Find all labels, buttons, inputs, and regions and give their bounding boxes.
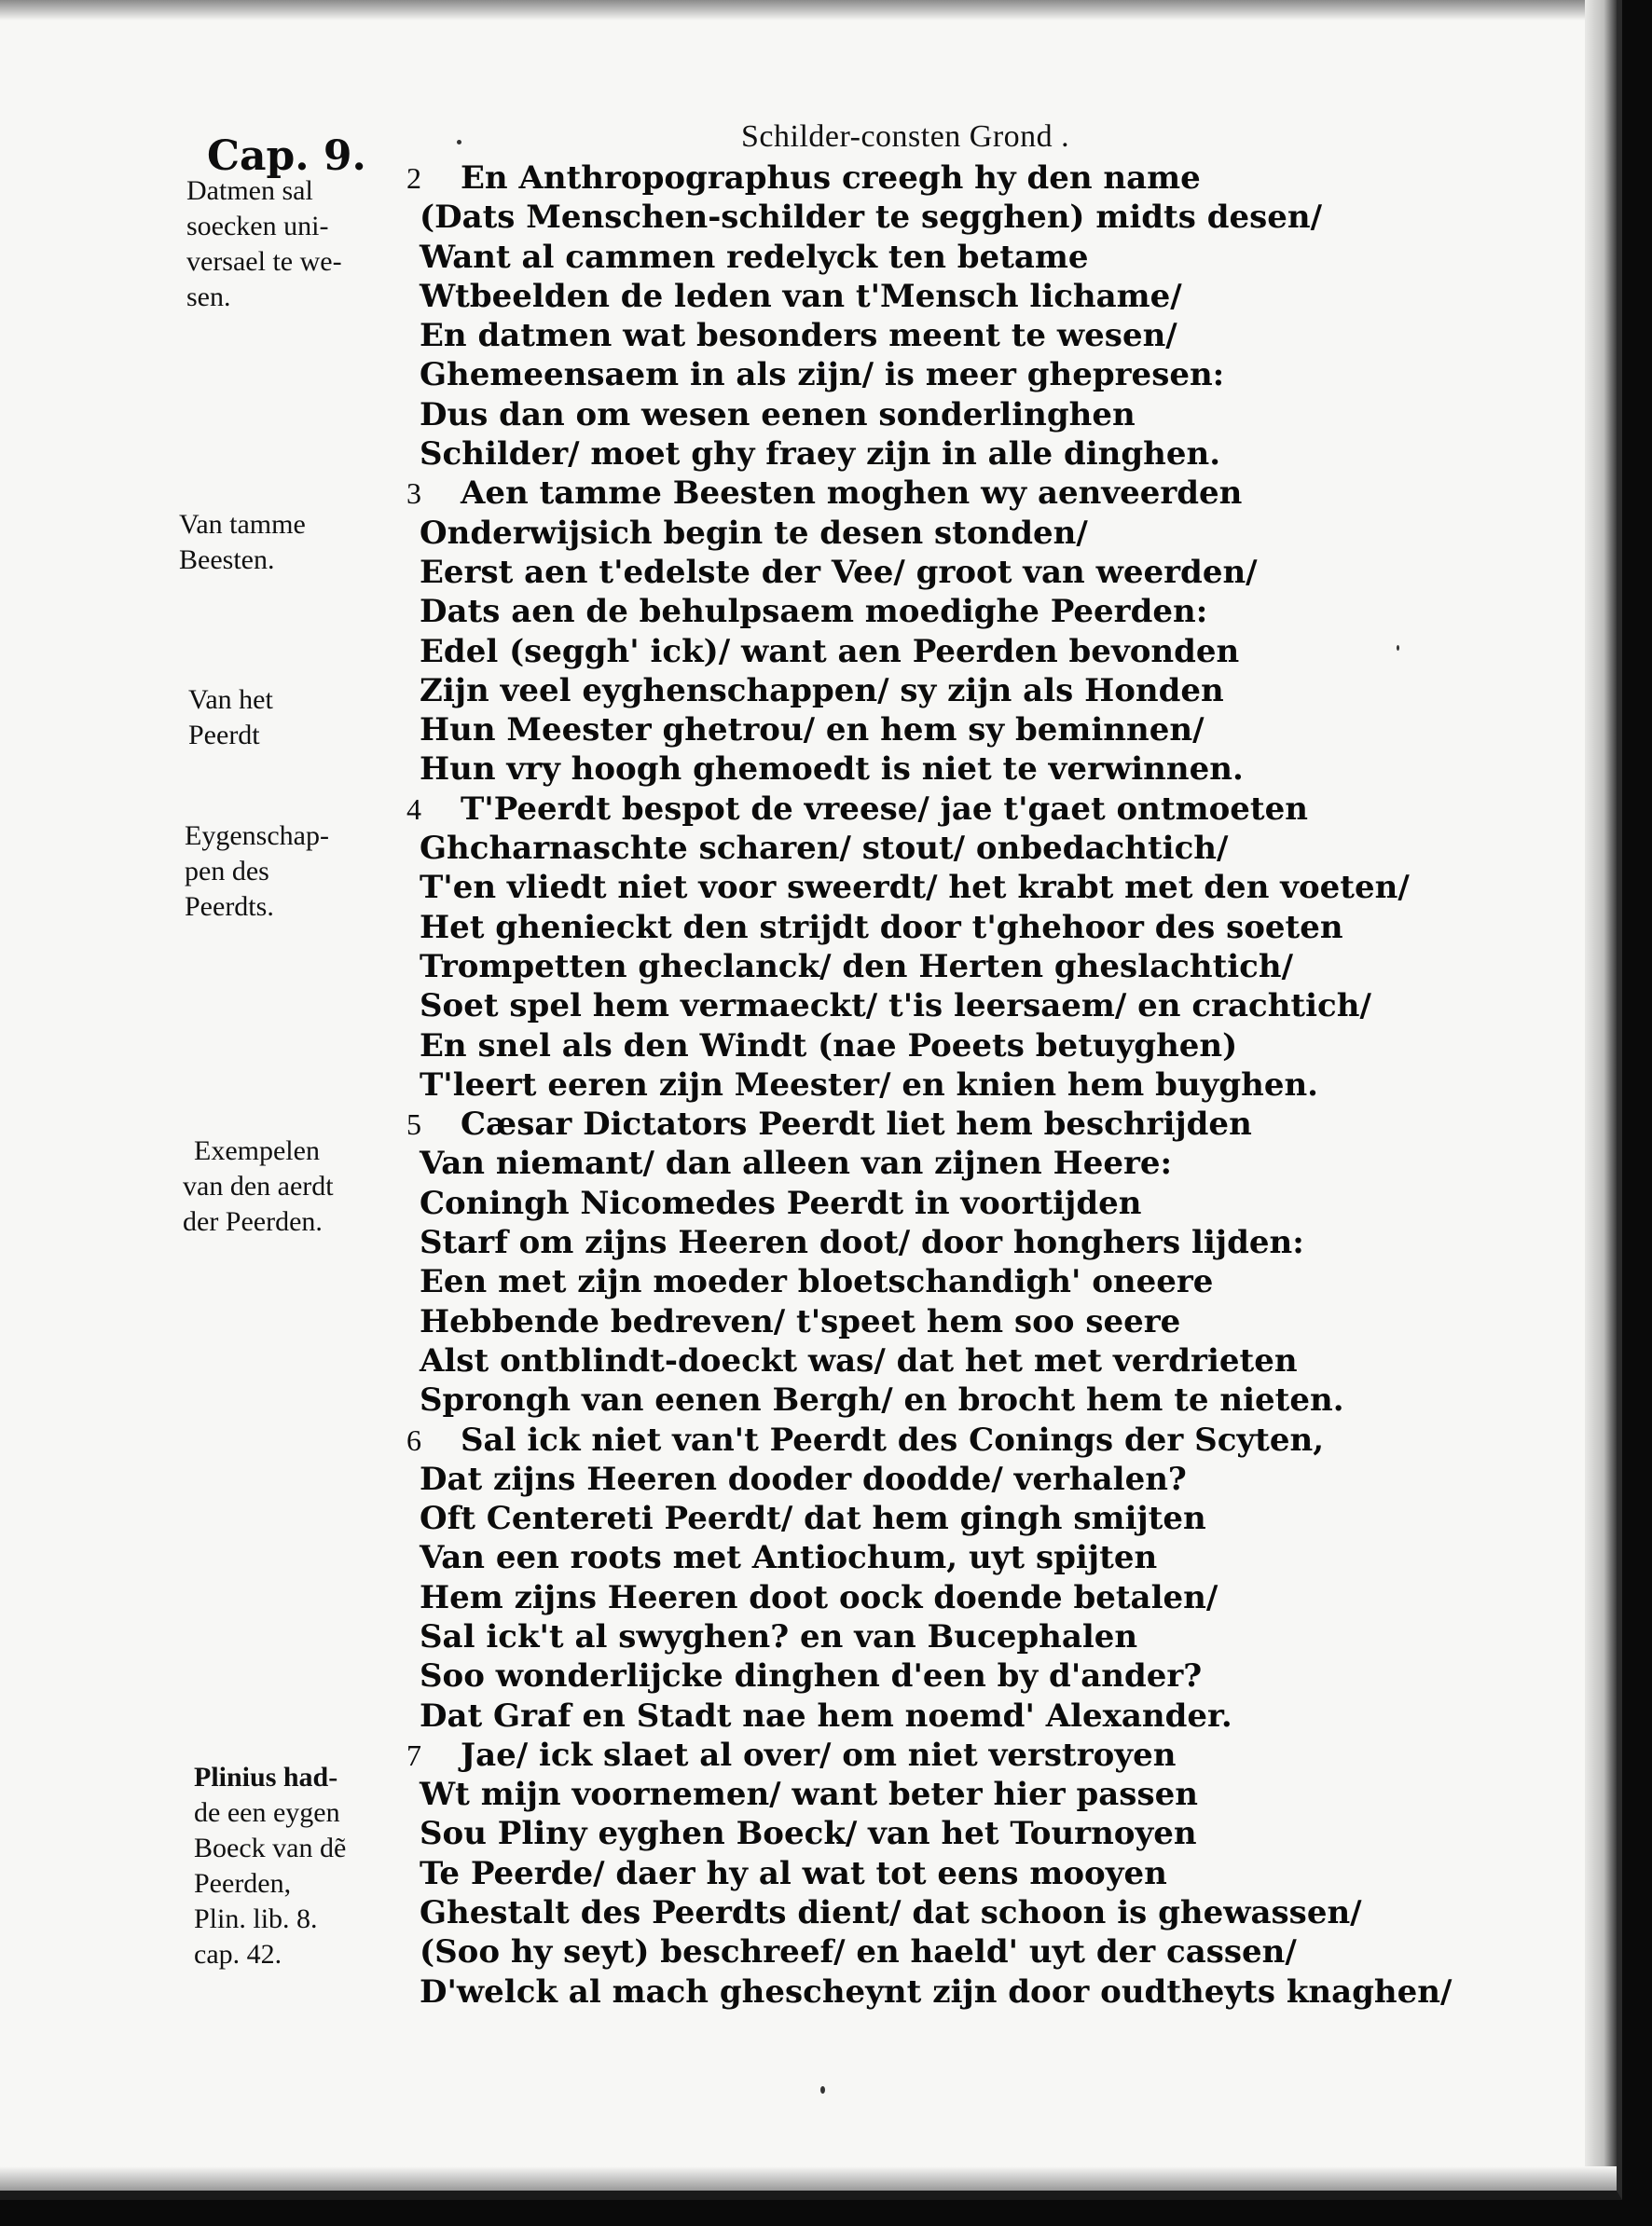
margin-note-line: Peerden, xyxy=(194,1868,292,1899)
verse-line xyxy=(406,1499,1460,1538)
stanza-number: 7 xyxy=(406,1738,421,1772)
margin-note xyxy=(194,1760,346,1972)
verse-line xyxy=(406,829,1460,868)
verse-line xyxy=(406,1538,1460,1577)
margin-note-line: cap. 42. xyxy=(194,1939,282,1970)
ink-speck xyxy=(457,140,461,144)
verse-line xyxy=(406,553,1460,592)
verse-line xyxy=(406,1341,1460,1381)
verse-line xyxy=(406,1223,1460,1262)
verse-line xyxy=(406,1854,1460,1893)
verse-line-text: Eerst aen t'edelste der Vee/ groot van weerden/ xyxy=(420,553,1258,591)
verse-line-text: T'leert eeren zijn Meester/ en knien hem buyghen. xyxy=(420,1065,1319,1104)
chapter-heading: Cap. 9. xyxy=(207,132,366,180)
stanza-number: 5 xyxy=(406,1107,421,1142)
margin-note xyxy=(186,173,342,315)
verse-line xyxy=(406,238,1460,277)
stanza-number: 3 xyxy=(406,476,421,511)
verse-line-text: Wt mijn voornemen/ want beter hier passen xyxy=(420,1776,1198,1814)
verse-line-text: Soo wonderlijcke dinghen d'een by d'ander? xyxy=(420,1657,1203,1696)
verse-line xyxy=(406,1026,1460,1065)
verse-line xyxy=(406,1302,1460,1341)
verse-line-text: Jae/ ick slaet al over/ om niet verstroyen xyxy=(461,1736,1177,1774)
margin-note-line: Peerdt xyxy=(188,720,260,750)
verse-line-text: Ghemeensaem in als zijn/ is meer ghepresen: xyxy=(420,356,1225,394)
verse-line-text: Van niemant/ dan alleen van zijnen Heere: xyxy=(420,1145,1173,1183)
verse-line-text: Dus dan om wesen eenen sonderlinghen xyxy=(420,395,1136,433)
verse-line-text: D'welck al mach ghescheynt zijn door oudtheyts knaghen/ xyxy=(420,1972,1452,2011)
verse-line-text: (Soo hy seyt) beschreef/ en haeld' uyt der cassen/ xyxy=(420,1933,1297,1972)
verse-line xyxy=(406,1972,1460,2012)
verse-line xyxy=(406,1460,1460,1499)
verse-line xyxy=(406,1932,1460,1972)
margin-note-line: Van tamme xyxy=(179,509,306,540)
margin-note-line: Peerdts. xyxy=(185,891,274,922)
margin-note xyxy=(183,1134,334,1240)
verse-line xyxy=(406,434,1460,474)
verse-line xyxy=(406,316,1460,355)
verse-line-text: Hun Meester ghetrou/ en hem sy beminnen/ xyxy=(420,711,1205,749)
verse-line xyxy=(406,1736,1460,1775)
stanza-number: 2 xyxy=(406,161,421,195)
verse-line-text: Een met zijn moeder bloetschandigh' oneere xyxy=(420,1263,1214,1301)
margin-note-line: Exempelen xyxy=(194,1135,320,1166)
margin-note xyxy=(188,682,273,753)
verse-line-text: T'Peerdt bespot de vreese/ jae t'gaet ontmoeten xyxy=(461,790,1308,828)
verse-line xyxy=(406,1184,1460,1223)
verse-line-text: Sprongh van eenen Bergh/ en brocht hem te nieten. xyxy=(420,1381,1344,1420)
verse-line xyxy=(406,355,1460,394)
verse-line xyxy=(406,1697,1460,1736)
verse-line-text: Alst ontblindt-doeckt was/ dat het met verdrieten xyxy=(420,1341,1298,1380)
verse-line xyxy=(406,1262,1460,1301)
verse-line-text: En datmen wat besonders meent te wesen/ xyxy=(420,317,1177,355)
verse-line-text: Wtbeelden de leden van t'Mensch lichame/ xyxy=(420,277,1182,315)
verse-line-text: Schilder/ moet ghy fraey zijn in alle dinghen. xyxy=(420,435,1221,474)
margin-note-line: van den aerdt xyxy=(183,1171,334,1202)
margin-note-line: Eygenschap- xyxy=(185,820,329,851)
margin-note-line: Datmen sal xyxy=(186,175,313,206)
verse-line-text: Zijn veel eyghenschappen/ sy zijn als Honden xyxy=(420,671,1224,709)
verse-line-text: T'en vliedt niet voor sweerdt/ het krabt met den voeten/ xyxy=(420,869,1410,907)
verse-line xyxy=(406,1578,1460,1617)
verse-line-text: En Anthropographus creegh hy den name xyxy=(461,159,1201,197)
margin-note-line: de een eygen xyxy=(194,1797,340,1828)
verse-line-text: Cæsar Dictators Peerdt liet hem beschrijden xyxy=(461,1106,1252,1144)
verse-line-text: Hebbende bedreven/ t'speet hem soo seere xyxy=(420,1302,1181,1340)
verse-line-text: Sal ick't al swyghen? en van Bucephalen xyxy=(420,1617,1138,1656)
main-verse-text xyxy=(406,158,1460,2012)
verse-line-text: Te Peerde/ daer hy al wat tot eens mooyen xyxy=(420,1854,1167,1892)
margin-note xyxy=(185,818,329,925)
verse-line xyxy=(406,1105,1460,1144)
verse-line-text: Ghestalt des Peerdts dient/ dat schoon is ghewassen/ xyxy=(420,1894,1362,1932)
margin-note-line: Plin. lib. 8. xyxy=(194,1903,318,1934)
verse-line xyxy=(406,1893,1460,1932)
verse-line-text: Hem zijns Heeren doot oock doende betalen/ xyxy=(420,1578,1218,1616)
verse-line-text: Aen tamme Beesten moghen wy aenveerden xyxy=(461,474,1243,513)
margin-note-line: Boeck van dẽ xyxy=(194,1833,347,1863)
verse-line xyxy=(406,1814,1460,1853)
margin-note xyxy=(179,507,306,578)
verse-line-text: Sal ick niet van't Peerdt des Conings der Scyten, xyxy=(461,1421,1325,1459)
verse-line-text: Het ghenieckt den strijdt door t'ghehoor des soeten xyxy=(420,908,1343,946)
margin-note-line: versael te we- xyxy=(186,246,342,277)
ink-speck xyxy=(1397,645,1399,651)
verse-line xyxy=(406,1065,1460,1105)
verse-line xyxy=(406,632,1460,671)
stanza-number: 6 xyxy=(406,1422,421,1457)
verse-line xyxy=(406,1421,1460,1460)
ink-speck xyxy=(820,2086,825,2094)
verse-line xyxy=(406,671,1460,710)
verse-line xyxy=(406,592,1460,631)
verse-line xyxy=(406,986,1460,1025)
margin-note-line: soecken uni- xyxy=(186,211,329,241)
verse-line-text: Hun vry hoogh ghemoedt is niet te verwinnen. xyxy=(420,750,1244,789)
verse-line xyxy=(406,947,1460,986)
verse-line-text: Coningh Nicomedes Peerdt in voortijden xyxy=(420,1184,1142,1222)
margin-note-line: pen des xyxy=(185,856,269,886)
page-bottom-edge xyxy=(0,2166,1617,2191)
verse-line xyxy=(406,395,1460,434)
verse-line xyxy=(406,158,1460,198)
verse-line-text: Want al cammen redelyck ten betame xyxy=(420,238,1089,276)
verse-line xyxy=(406,1656,1460,1696)
verse-line-text: Dat Graf en Stadt nae hem noemd' Alexander. xyxy=(420,1697,1232,1735)
margin-note-line: der Peerden. xyxy=(183,1206,323,1237)
verse-line-text: Soet spel hem vermaeckt/ t'is leersaem/ en crachtich/ xyxy=(420,987,1371,1025)
verse-line-text: Dats aen de behulpsaem moedighe Peerden: xyxy=(420,593,1208,631)
verse-line-text: Dat zijns Heeren dooder doodde/ verhalen? xyxy=(420,1460,1187,1498)
verse-line xyxy=(406,198,1460,237)
verse-line xyxy=(406,868,1460,907)
margin-note-line: Plinius had- xyxy=(194,1762,338,1793)
verse-line xyxy=(406,1144,1460,1183)
verse-line xyxy=(406,749,1460,789)
verse-line-text: Ghcharnaschte scharen/ stout/ onbedachtich/ xyxy=(420,830,1229,868)
margin-note-line: Van het xyxy=(188,684,273,715)
margin-note-line: sen. xyxy=(186,282,231,312)
verse-line-text: En snel als den Windt (nae Poeets betuyghen) xyxy=(420,1026,1238,1065)
verse-line xyxy=(406,710,1460,749)
page-spine-shadow xyxy=(1585,0,1617,2191)
verse-line-text: Sou Pliny eyghen Boeck/ van het Tournoyen xyxy=(420,1815,1197,1853)
verse-line xyxy=(406,790,1460,829)
verse-line xyxy=(406,908,1460,947)
verse-line xyxy=(406,1617,1460,1656)
verse-line-text: Trompetten gheclanck/ den Herten gheslachtich/ xyxy=(420,947,1294,985)
verse-line-text: Oft Centereti Peerdt/ dat hem gingh smijten xyxy=(420,1500,1206,1538)
stanza-number: 4 xyxy=(406,791,421,826)
verse-line-text: Starf om zijns Heeren doot/ door honghers lijden: xyxy=(420,1224,1304,1262)
verse-line-text: Edel (seggh' ick)/ want aen Peerden bevonden xyxy=(420,632,1240,670)
verse-line xyxy=(406,1381,1460,1420)
verse-line xyxy=(406,277,1460,316)
verse-line xyxy=(406,474,1460,513)
verse-line xyxy=(406,514,1460,553)
page-top-edge xyxy=(0,0,1617,21)
margin-note-line: Beesten. xyxy=(179,544,275,575)
verse-line-text: Onderwijsich begin te desen stonden/ xyxy=(420,514,1088,552)
verse-line-text: Van een roots met Antiochum, uyt spijten xyxy=(420,1539,1158,1577)
running-header: Schilder-consten Grond . xyxy=(741,119,1070,154)
verse-line xyxy=(406,1775,1460,1814)
verse-line-text: (Dats Menschen-schilder te segghen) midts desen/ xyxy=(420,199,1323,237)
